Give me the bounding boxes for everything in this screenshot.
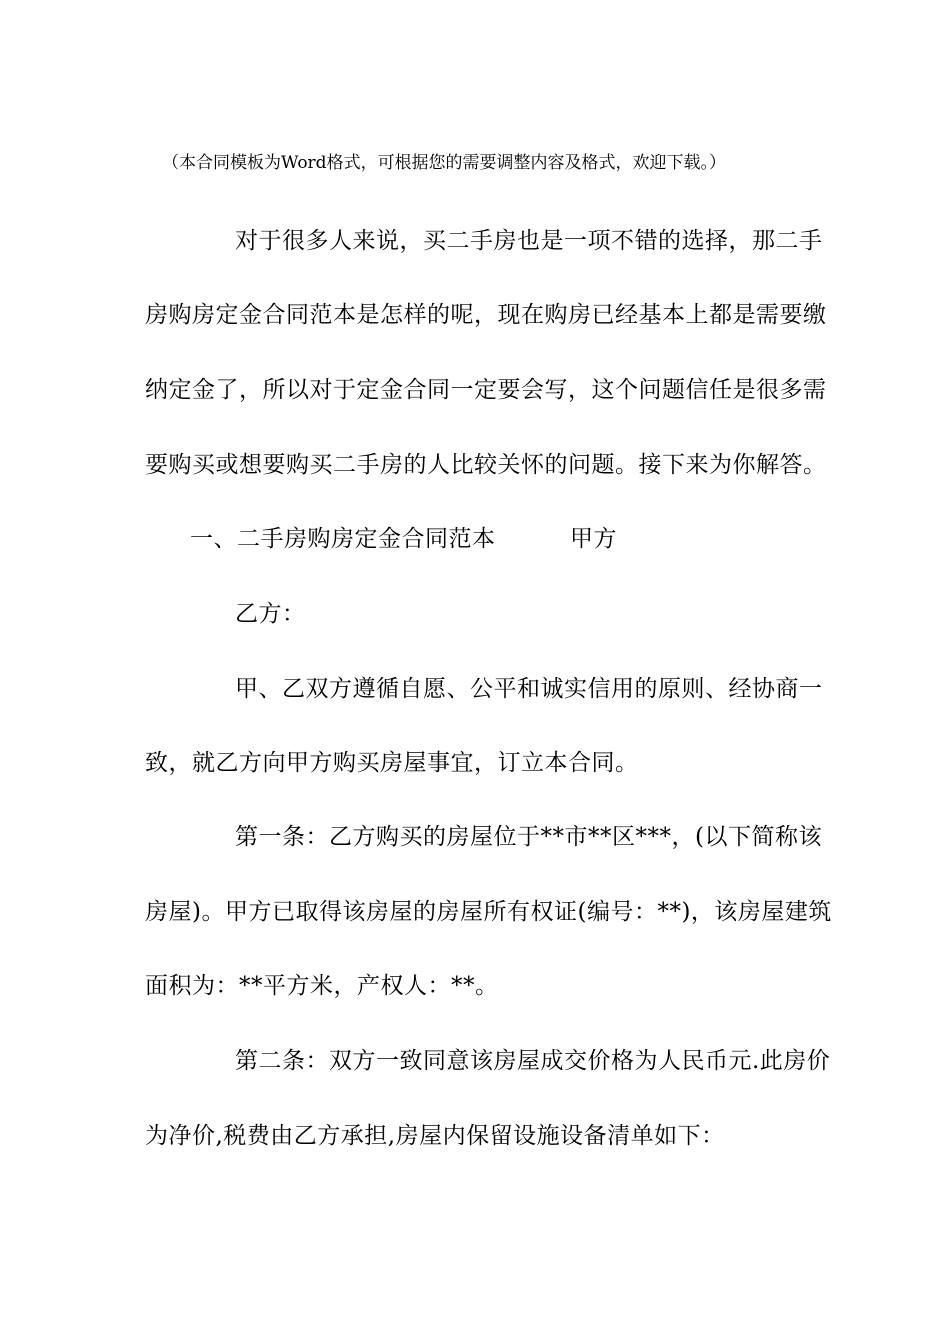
paragraph-line: 面积为：**平方米，产权人：**。 [145, 973, 499, 999]
paragraph-line: 对于很多人来说，买二手房也是一项不错的选择，那二手 [235, 228, 823, 254]
paragraph-line: 纳定金了，所以对于定金合同一定要会写，这个问题信任是很多需 [145, 377, 827, 403]
paragraph-line: 房屋)。甲方已取得该房屋的房屋所有权证(编号：**)，该房屋建筑 [145, 899, 832, 925]
template-note: （本合同模板为Word格式，可根据您的需要调整内容及格式，欢迎下载。） [162, 153, 727, 173]
paragraph-line: 为净价,税费由乙方承担,房屋内保留设施设备清单如下： [145, 1123, 725, 1149]
paragraph-line: 致，就乙方向甲方购买房屋事宜，订立本合同。 [145, 750, 639, 776]
article-one-line: 第一条：乙方购买的房屋位于**市**区***，(以下简称该 [235, 824, 822, 850]
article-two-line: 第二条：双方一致同意该房屋成交价格为人民币元.此房价 [235, 1048, 831, 1074]
party-a-label: 甲方 [570, 526, 617, 552]
paragraph-line: 房购房定金合同范本是怎样的呢，现在购房已经基本上都是需要缴 [145, 302, 827, 328]
paragraph-line: 甲、乙双方遵循自愿、公平和诚实信用的原则、经协商一 [235, 676, 823, 702]
paragraph-line: 要购买或想要购买二手房的人比较关怀的问题。接下来为你解答。 [145, 452, 827, 478]
section-heading: 一、二手房购房定金合同范本 [190, 526, 496, 552]
party-b-label: 乙方： [235, 601, 306, 627]
